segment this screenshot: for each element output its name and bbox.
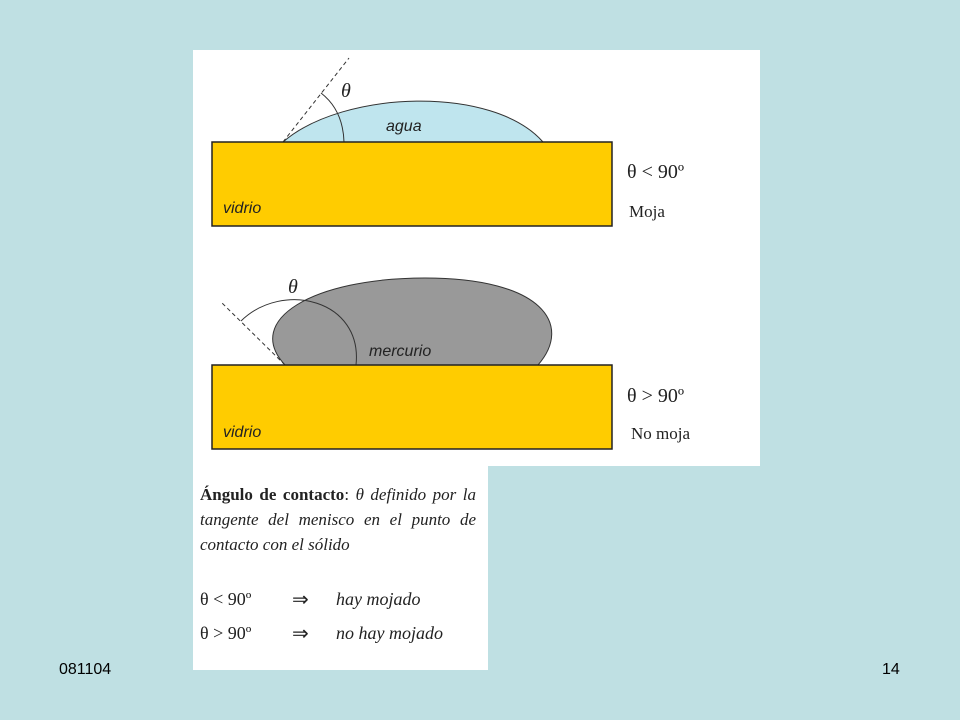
glass-label-top: vidrio: [223, 200, 262, 217]
rule-result: no hay mojado: [336, 623, 443, 643]
page-number: 14: [882, 661, 900, 678]
rule-condition: θ > 90º: [200, 623, 252, 643]
rule-wetting: [200, 589, 480, 615]
mercury-label: mercurio: [369, 343, 432, 360]
rule-non-wetting: [200, 623, 480, 649]
wet-result: Moja: [629, 202, 665, 221]
rule-condition: θ < 90º: [200, 589, 252, 609]
implies-arrow-icon: ⇒: [292, 589, 309, 611]
glass-slab-top: [212, 142, 612, 226]
glass-slab-bottom: [212, 365, 612, 449]
wet-condition: θ < 90º: [627, 161, 685, 183]
contact-angle-definition: [193, 466, 488, 670]
mercury-theta-label: θ: [288, 276, 298, 298]
definition-paragraph: Ángulo de contacto: θ definido por la tangente del menisco en el punto de contacto con el sólido: [200, 485, 477, 554]
definition-term: Ángulo de contacto: [200, 485, 345, 504]
diagram-svg: [193, 50, 760, 466]
glass-label-bottom: vidrio: [223, 424, 262, 441]
implies-arrow-icon: ⇒: [292, 623, 309, 645]
not-wet-result: No moja: [631, 424, 691, 443]
definition-body: θ definido por la tangente del menisco en el punto de contacto con el sólido: [200, 485, 477, 554]
contact-angle-diagram: [193, 50, 760, 466]
footer-code: 081104: [59, 661, 112, 678]
not-wet-condition: θ > 90º: [627, 385, 685, 407]
water-theta-label: θ: [341, 80, 351, 102]
rule-result: hay mojado: [336, 589, 421, 609]
water-label: agua: [386, 118, 422, 135]
